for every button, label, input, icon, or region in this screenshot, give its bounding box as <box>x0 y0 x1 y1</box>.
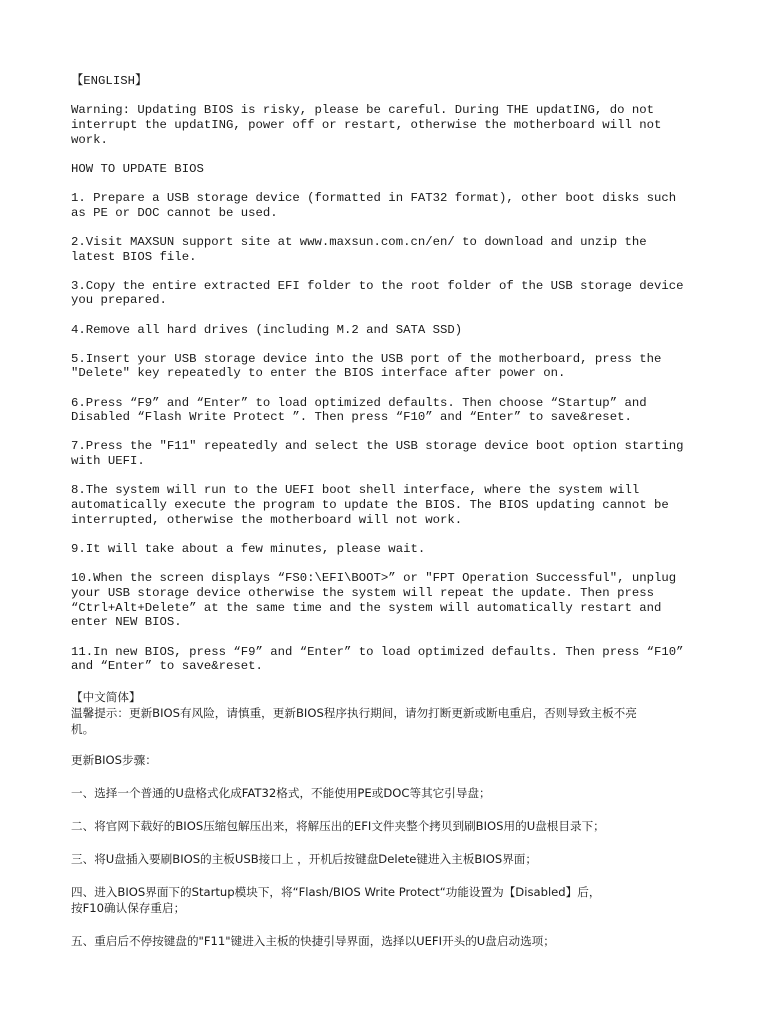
chinese-step-2: 二、将官网下载好的BIOS压缩包解压出来，将解压出的EFI文件夹整个拷贝到刷BIOS用的U盘根目录下； <box>71 819 605 834</box>
english-step-11: 11.In new BIOS, press “F9” and “Enter” to load optimized defaults. Then press “F10” and “Enter” to save&reset. <box>71 644 684 674</box>
chinese-step-3: 三、将U盘插入要刷BIOS的主板USB接口上 ，开机后按键盘Delete键进入主板BIOS界面； <box>71 852 537 867</box>
chinese-steps-title: 更新BIOS步骤： <box>71 753 157 768</box>
how-to-title: HOW TO UPDATE BIOS <box>71 161 204 176</box>
english-step-1: 1. Prepare a USB storage device (formatted in FAT32 format), other boot disks such as PE or DOC cannot be used. <box>71 190 677 220</box>
english-step-8: 8.The system will run to the UEFI boot shell interface, where the system will automatically execute the program to update the BIOS. The BIOS updating cannot be interrupted, otherwise the motherboard will not work. <box>71 483 669 527</box>
chinese-header: 【中文简体】 <box>71 690 141 705</box>
document-page <box>71 74 711 949</box>
chinese-warning: 温馨提示：更新BIOS有风险，请慎重，更新BIOS程序执行期间，请勿打断更新或断电重启，否则导致主板不亮 机。 <box>71 706 637 737</box>
english-step-5: 5.Insert your USB storage device into the USB port of the motherboard, press the "Delete" key repeatedly to enter the BIOS interface after power on. <box>71 351 662 381</box>
chinese-step-4: 四、进入BIOS界面下的Startup模块下，将“Flash/BIOS Write Protect“功能设置为【Disabled】后， 按F10确认保存重启； <box>71 885 601 916</box>
chinese-step-5: 五、重启后不停按键盘的"F11"键进入主板的快捷引导界面，选择以UEFI开头的U盘启动选项； <box>71 934 555 949</box>
english-step-9: 9.It will take about a few minutes, please wait. <box>71 542 426 556</box>
english-step-3: 3.Copy the entire extracted EFI folder to the root folder of the USB storage device you prepared. <box>71 278 684 308</box>
chinese-step-1: 一、选择一个普通的U盘格式化成FAT32格式，不能使用PE或DOC等其它引导盘； <box>71 786 491 801</box>
english-step-2: 2.Visit MAXSUN support site at www.maxsun.com.cn/en/ to download and unzip the latest BIOS file. <box>71 234 647 264</box>
english-step-7: 7.Press the "F11" repeatedly and select the USB storage device boot option starting with UEFI. <box>71 439 684 469</box>
english-step-6: 6.Press “F9” and “Enter” to load optimized defaults. Then choose “Startup” and Disabled “Flash Write Protect ”. Then press “F10” and “Enter” to save&reset. <box>71 395 647 425</box>
english-warning: Warning: Updating BIOS is risky, please be careful. During THE updatING, do not interrupt the updatING, power off or restart, otherwise the motherboard will not work. <box>71 103 662 147</box>
english-step-4: 4.Remove all hard drives (including M.2 and SATA SSD) <box>71 322 463 337</box>
english-header: 【ENGLISH】 <box>71 74 148 88</box>
english-step-10: 10.When the screen displays “FS0:\EFI\BOOT>” or "FPT Operation Successful", unplug your USB storage device otherwise the system will repeat the update. Then press “Ctrl+Alt+Delete” at the same time and the system will automatically restart and enter NEW BIOS. <box>71 571 677 630</box>
